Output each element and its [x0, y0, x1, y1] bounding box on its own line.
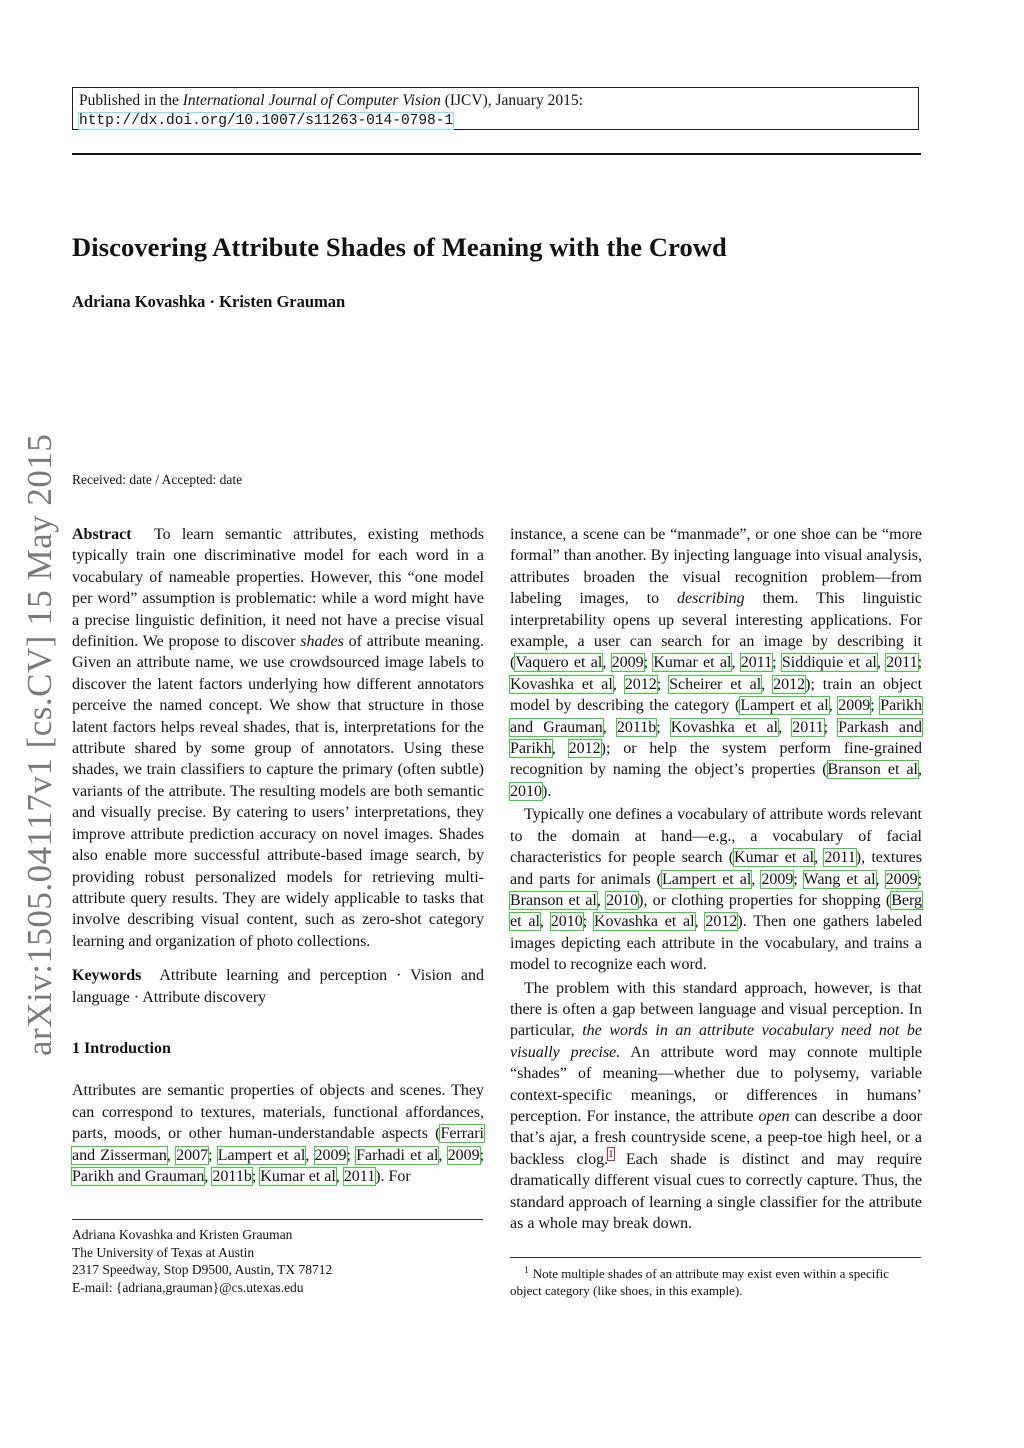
citation-year-link[interactable]: 2011b: [616, 718, 657, 736]
right-paragraph-2: Typically one defines a vocabulary of attribute words relevant to the domain at hand—e.g., a vocabulary of facial characteristics for people search (Kumar et al, 2011), textures and parts for animals (Lampert et al, 2009; Wang et al, 2009; Branson et al, 2010), or clothing properties for shopping (Berg et al, 2010; Kovashka et al, 2012). Then one gathers labeled images depicting each attribute in the vocabulary, and trains a model to recognize each word.: [510, 806, 923, 974]
footnote: [510, 1265, 922, 1299]
citation-link[interactable]: Branson et al: [827, 761, 918, 779]
citation-year-link[interactable]: 2012: [568, 740, 601, 758]
abstract-label: Abstract: [72, 526, 132, 543]
citation-link[interactable]: Wang et al: [803, 870, 876, 888]
doi-link[interactable]: http://dx.doi.org/10.1007/s11263-014-0798-1: [79, 113, 454, 129]
citation-link[interactable]: Parikh and Grauman: [72, 1167, 205, 1185]
intro-text: Attributes are semantic properties of objects and scenes. They can correspond to textures, materials, functional affordances, parts, moods, or other human-understandable aspects (: [72, 1082, 484, 1143]
citation-link[interactable]: Kovashka et al: [593, 913, 695, 931]
citation-year-link[interactable]: 2010: [510, 782, 542, 800]
footnote-rule-left: [72, 1219, 483, 1220]
body-text: ); train an object model by describing the category (: [510, 675, 923, 715]
published-prefix: Published in the: [79, 92, 183, 109]
keywords: [72, 965, 484, 1008]
published-suffix: (IJCV), January 2015:: [440, 92, 583, 109]
received-line: Received: date / Accepted: date: [72, 472, 243, 487]
footnote-reference-link[interactable]: 1: [608, 1148, 614, 1161]
body-text: Each shade is distinct and may require dramatically different visual cues to correctly capture. Thus, the standard approach of learning a single classifier for the attribute as a whole may break down.: [510, 1150, 923, 1232]
citation-year-link[interactable]: 2012: [773, 675, 806, 693]
body-text: ); or help the system perform fine-grained recognition by naming the object’s properties (: [510, 740, 922, 779]
footnote-text: Note multiple shades of an attribute may exist even within a specific object category (like shoes, in this example).: [510, 1266, 890, 1298]
affiliation-line: 2317 Speedway, Stop D9500, Austin, TX 78712: [72, 1262, 333, 1277]
citation-year-link[interactable]: 2009: [761, 870, 794, 888]
citation-link[interactable]: Kumar et al: [653, 654, 732, 672]
affiliation-line: Adriana Kovashka and Kristen Grauman: [72, 1227, 293, 1242]
emphasis-text: describing: [677, 590, 745, 608]
left-column: [72, 524, 484, 1187]
body-text: Typically one defines a vocabulary of attribute words relevant to the domain at hand—e.g., a vocabulary of facial characteristics for people search (: [510, 806, 922, 867]
citation-link[interactable]: Parkash and Parikh: [510, 718, 922, 758]
emphasis-text: the words in an attribute vocabulary need not be visually precise.: [510, 1022, 923, 1061]
body-text: ).: [542, 782, 552, 800]
citation-year-link[interactable]: 2011: [886, 654, 918, 672]
body-text: can describe a door that’s ajar, a fresh countryside scene, a peep-toe high heel, or a backless clog.: [510, 1107, 923, 1168]
citation-link[interactable]: Kovashka et al: [670, 718, 779, 736]
citation-link[interactable]: Berg et al: [510, 891, 923, 931]
footnote-number: 1: [524, 1265, 529, 1276]
citation-year-link[interactable]: 2011: [343, 1167, 376, 1185]
citation-link[interactable]: Farhadi et al: [356, 1146, 439, 1164]
citation-link[interactable]: Kumar et al: [734, 849, 815, 867]
body-text: instance, a scene can be “manmade”, or one shoe can be “more formal” than another. By injecting language into visual analysis, attributes broaden the visual recognition problem—from labeling images, to: [510, 526, 922, 608]
citation-link[interactable]: Kovashka et al: [510, 675, 613, 693]
citation-year-link[interactable]: 2010: [606, 891, 639, 909]
abstract-text-2: of attribute meaning. Given an attribute name, we use crowdsourced image labels to discover the latent factors underlying how different annotators perceive the named concept. We show that structure in those latent factors helps reveal shades, that is, interpretations for the attribute shared by some group of annotators. Using these shades, we train classifiers to capture the primary (often subtle) variants of the attribute. The resulting models are both semantic and visually precise. By catering to users’ interpretations, they improve attribute prediction accuracy on novel images. Shades also enable more successful attribute-based image search, by providing robust personalized models for retrieving multi-attribute query results. They are widely applicable to tasks that involve describing visual content, such as zero-shot category learning and organization of photo collections.: [72, 633, 485, 950]
citation-link[interactable]: Scheirer et al: [669, 675, 762, 693]
citation-link[interactable]: Lampert et al: [217, 1146, 306, 1164]
intro-text-end: ). For: [375, 1167, 411, 1185]
keywords-text: Attribute learning and perception · Vision and language · Attribute discovery: [72, 967, 484, 1006]
body-text: ). Then one gathers labeled images depicting each attribute in the vocabulary, and trains a model to recognize each word.: [510, 913, 923, 974]
citation-link[interactable]: Siddiquie et al: [781, 654, 877, 672]
citation-year-link[interactable]: 2007: [176, 1146, 209, 1164]
citation-link[interactable]: Branson et al: [510, 891, 597, 909]
citation-link[interactable]: Ferrari and Zisserman: [72, 1125, 484, 1164]
citation-link[interactable]: Lampert et al: [740, 697, 829, 715]
abstract-emphasis: shades: [300, 633, 344, 651]
header-rule: [72, 153, 921, 155]
citation-year-link[interactable]: 2011: [740, 654, 773, 672]
citation-year-link[interactable]: 2009: [447, 1146, 480, 1164]
right-paragraph-3: [510, 978, 922, 1235]
journal-name: International Journal of Computer Vision: [182, 92, 441, 109]
footnote-rule-right: [510, 1257, 921, 1258]
author-list: Adriana Kovashka · Kristen Grauman: [72, 292, 346, 311]
citation-link[interactable]: Lampert et al: [662, 870, 752, 888]
affiliation-email: E-mail: {adriana,grauman}@cs.utexas.edu: [72, 1279, 304, 1295]
citation-link[interactable]: Parikh and Grauman: [510, 697, 923, 736]
keywords-label: Keywords: [72, 967, 142, 985]
arxiv-stamp: arXiv:1505.04117v1 [cs.CV] 15 May 2015: [20, 433, 59, 1056]
citation-year-link[interactable]: 2009: [314, 1146, 347, 1164]
body-text: ), or clothing properties for shopping (: [638, 891, 892, 909]
affiliation-line: The University of Texas at Austin: [72, 1244, 255, 1260]
citation-year-link[interactable]: 2011: [792, 718, 824, 736]
abstract: [72, 524, 484, 952]
body-text: ), textures and parts for animals (: [510, 849, 922, 888]
citation-year-link[interactable]: 2010: [550, 913, 583, 931]
citation-year-link[interactable]: 2009: [611, 654, 644, 672]
intro-paragraph: Attributes are semantic properties of objects and scenes. They can correspond to textures, materials, functional affordances, parts, moods, or other human-understandable aspects (Ferrari and Zisserman, 2007; Lampert et al, 2009; Farhadi et al, 2009; Parikh and Grauman, 2011b; Kumar et al, 2011). For: [72, 1082, 485, 1185]
citation-year-link[interactable]: 2012: [705, 913, 738, 931]
section-heading-introduction: 1 Introduction: [72, 1039, 171, 1057]
abstract-text-1: To learn semantic attributes, existing methods typically train one discriminative model for each word in a vocabulary of nameable properties. However, this “one model per word” assumption is problematic: while a word might have a precise linguistic definition, it need not have a precise visual definition. We propose to discover: [72, 526, 484, 651]
body-text: An attribute word may connote multiple “shades” of meaning—whether due to polysemy, variable context-specific meanings, or differences in humans’ perception. For instance, the attribute: [510, 1043, 922, 1125]
body-text: them. This linguistic interpretability opens up several interesting applications. For example, a user can search for an image by describing it (: [510, 590, 922, 672]
paper-title: Discovering Attribute Shades of Meaning with the Crowd: [72, 232, 727, 262]
body-text: The problem with this standard approach, however, is that there is often a gap between language and visual perception. In particular,: [510, 979, 922, 1040]
citation-year-link[interactable]: 2009: [885, 870, 918, 888]
author-affiliation: [72, 1226, 332, 1296]
emphasis-text: open: [758, 1107, 790, 1125]
citation-year-link[interactable]: 2011b: [212, 1167, 252, 1185]
right-paragraph-1: instance, a scene can be “manmade”, or one shoe can be “more formal” than another. By injecting language into visual analysis, attributes broaden the visual recognition problem—from labeling images, to describing them. This linguistic interpretability opens up several interesting applications. For example, a user can search for an image by describing it (Vaquero et al, 2009; Kumar et al, 2011; Siddiquie et al, 2011; Kovashka et al, 2012; Scheirer et al, 2012); train an object model by describing the category (Lampert et al, 2009; Parikh and Grauman, 2011b; Kovashka et al, 2011; Parkash and Parikh, 2012); or help the system perform fine-grained recognition by naming the object’s properties (Branson et al, 2010).: [510, 526, 923, 800]
right-column: [510, 524, 922, 1234]
publication-notice: [72, 87, 919, 130]
citation-link[interactable]: Kumar et al: [260, 1167, 336, 1185]
citation-year-link[interactable]: 2012: [624, 675, 657, 693]
citation-link[interactable]: Vaquero et al: [515, 654, 603, 672]
citation-year-link[interactable]: 2011: [824, 849, 856, 867]
citation-year-link[interactable]: 2009: [838, 697, 871, 715]
